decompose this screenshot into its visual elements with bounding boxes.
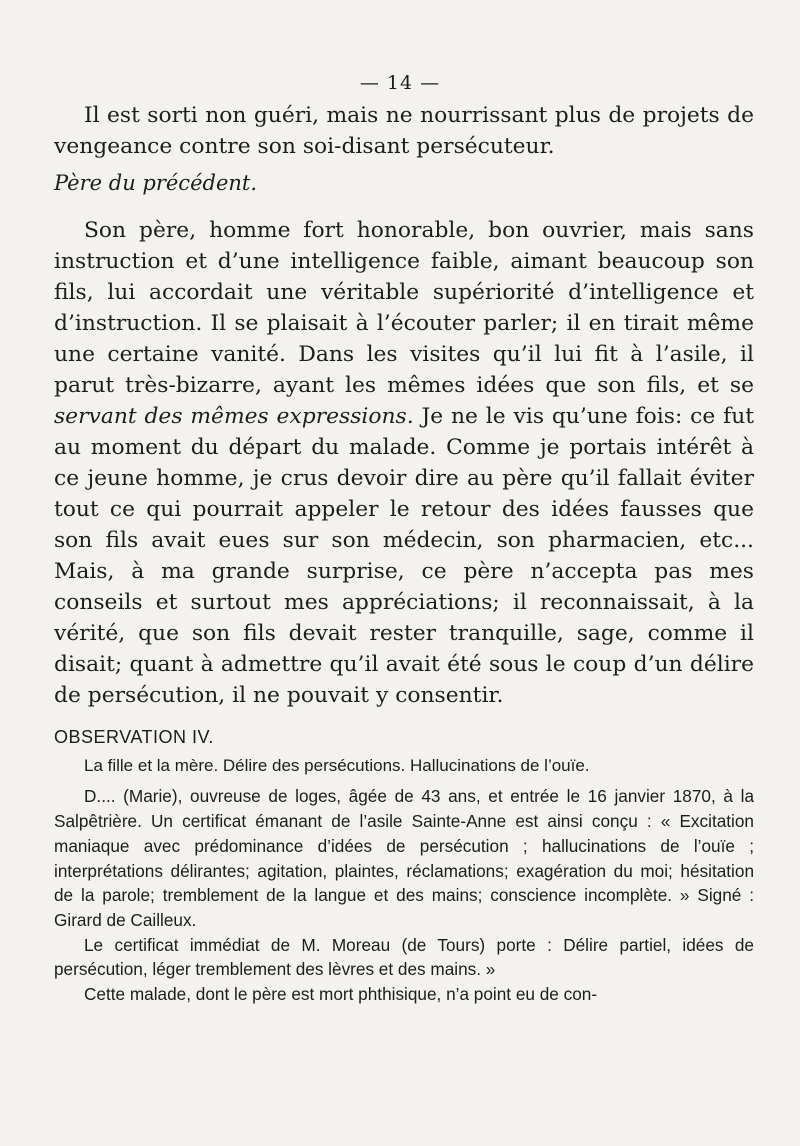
father-text-1: Son père, homme fort honorable, bon ouvrier, mais sans instruction et d’une intelligence faible, aimant beaucoup son fils, lui accordait une véritable supériorité d’intelligence et d’instruction. Il se plaisait à l’écouter parler; il en tirait même une certaine vanité. Dans les visites qu’il lui fit à l’asile, il parut très-bizarre, ayant les mêmes idées que son fils, et se (54, 218, 754, 398)
intro-block (54, 100, 754, 162)
father-paragraph (54, 215, 754, 711)
father-text-2: Je ne le vis qu’une fois: ce fut au moment du départ du malade. Comme je portais intérêt à ce jeune homme, je crus devoir dire au père qu’il fallait éviter tout ce qui pourrait appeler le retour des idées fausses que son fils avait eues sur son médecin, son pharmacien, etc... Mais, à ma grande surprise, ce père n’accepta pas mes conseils et surtout mes appréciations; il reconnaissait, à la vérité, que son fils devait rester tranquille, sage, comme il disait; quant à admettre qu’il avait été sous le coup d’un délire de persécution, il ne pouvait y consentir. (54, 404, 754, 708)
father-paragraph-block (54, 215, 754, 711)
observation-title: OBSERVATION IV. (54, 727, 214, 747)
section-heading-block (54, 168, 754, 199)
section-title: Père du précédent. (54, 171, 258, 195)
observation-block (54, 725, 754, 1007)
observation-paragraph-2: Le certificat immédiat de M. Moreau (de Tours) porte : Délire partiel, idées de persécution, léger tremblement des lèvres et des mains. » (54, 934, 754, 980)
father-text-italic: servant des mêmes expressions. (54, 404, 414, 429)
observation-subtitle: La fille et la mère. Délire des persécutions. Hallucinations de l’ouïe. (84, 755, 590, 775)
page-body (54, 100, 754, 1007)
page-number: — 14 — (359, 72, 441, 94)
observation-paragraph-3: Cette malade, dont le père est mort phthisique, n’a point eu de con- (84, 984, 598, 1005)
intro-paragraph: Il est sorti non guéri, mais ne nourrissant plus de projets de vengeance contre son soi-disant persécuteur. (54, 103, 754, 159)
observation-paragraph-1: D.... (Marie), ouvreuse de loges, âgée de 43 ans, et entrée le 16 janvier 1870, à la Salpêtrière. Un certificat émanant de l’asile Sainte-Anne est ainsi conçu : « Excitation maniaque avec prédominance d’idées de persécution ; hallucinations de l’ouïe ; interprétations délirantes; agitation, plaintes, réclamations; exagération du moi; hésitation de la parole; tremblement de la langue et des mains; conscience incomplète. » Signé : Girard de Cailleux. (54, 786, 754, 930)
